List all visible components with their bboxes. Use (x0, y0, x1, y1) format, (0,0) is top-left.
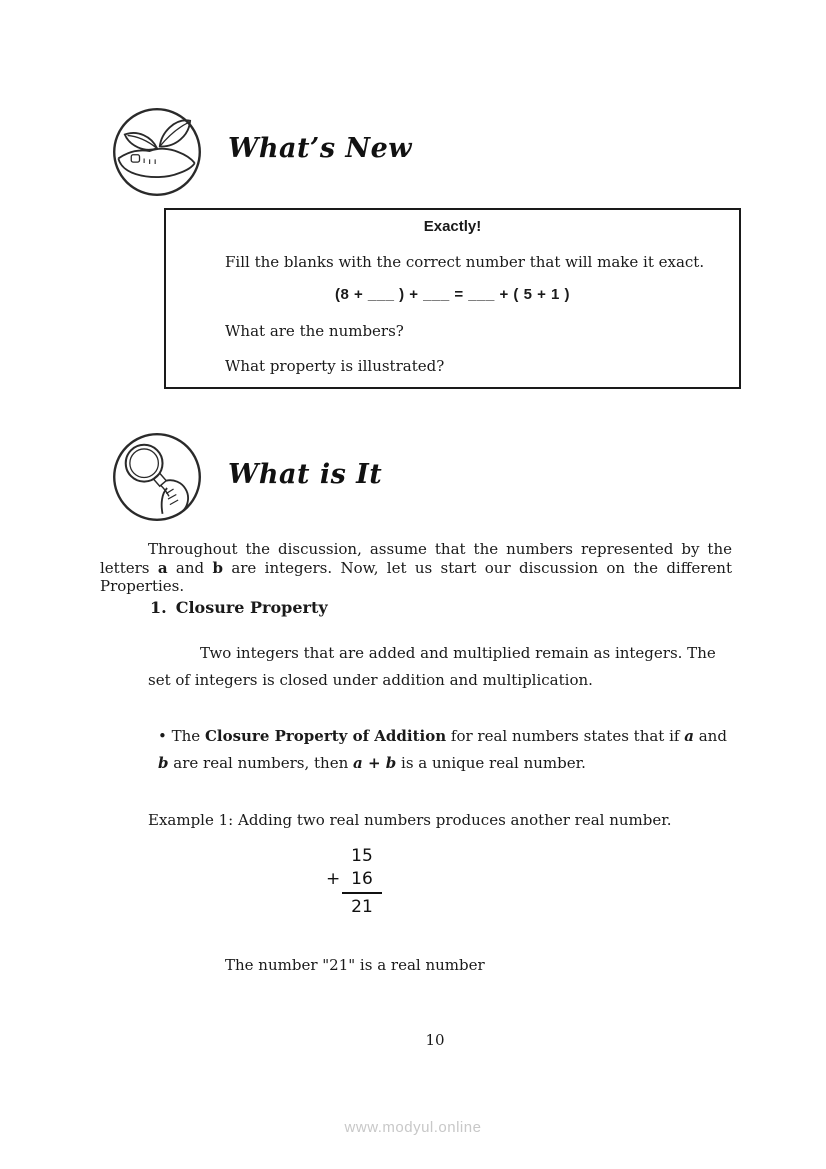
closure-addition-bullet (158, 723, 736, 777)
closure-addition-term: Closure Property of Addition (204, 727, 447, 745)
addition-row-addend-2 (326, 868, 382, 894)
section-heading-whats-new: What’s New (228, 133, 413, 164)
bullet-text-1: • The (158, 727, 205, 745)
plus-operator: + (362, 754, 386, 772)
activity-question-2: What property is illustrated? (225, 357, 445, 375)
sum: 21 (351, 897, 373, 917)
example-1-label: Example 1: Adding two real numbers produces another real number. (148, 811, 672, 829)
variable-b: b (212, 558, 223, 577)
variable-a: a (353, 754, 363, 772)
variable-b: b (385, 754, 397, 772)
bullet-text-5: is a unique real number. (396, 754, 586, 772)
section-heading-what-is-it: What is It (228, 459, 383, 490)
bullet-text-3: and (693, 727, 727, 745)
addend-1: 15 (351, 846, 373, 866)
activity-box-title: Exactly! (423, 218, 482, 235)
variable-a: a (684, 727, 694, 745)
intro-text-1: Throughout the discussion, assume that the numbers represented by the letters (100, 540, 732, 577)
variable-a: a (157, 558, 168, 577)
bullet-text-4: are real numbers, then (168, 754, 354, 772)
vertical-addition-example (326, 845, 382, 919)
hand-holding-plant-icon (111, 106, 203, 198)
activity-box (164, 208, 741, 389)
intro-paragraph (100, 540, 732, 596)
bullet-text-2: for real numbers states that if (446, 727, 685, 745)
fill-in-equation: (8 + ___ ) + ___ = ___ + ( 5 + 1 ) (334, 286, 571, 303)
example-conclusion: The number "21" is a real number (225, 956, 485, 974)
watermark: www.modyul.online (344, 1119, 482, 1136)
intro-text-2: and (167, 558, 213, 577)
addend-2: 16 (342, 868, 382, 894)
closure-property-description: Two integers that are added and multiplied remain as integers. The set of integers is closed under addition and multiplication. (148, 644, 716, 689)
closure-property-heading (150, 598, 328, 617)
plus-sign: + (326, 869, 341, 889)
variable-b: b (158, 754, 169, 772)
activity-question-1: What are the numbers? (225, 322, 404, 340)
magnifying-glass-icon (111, 431, 203, 523)
intro-text-3: are integers. Now, let us start our discussion on the different Properties. (100, 558, 732, 595)
activity-instruction: Fill the blanks with the correct number that will make it exact. (225, 253, 705, 271)
closure-property-title: Closure Property (175, 598, 328, 617)
addition-row-sum (326, 894, 382, 919)
list-number: 1. (150, 598, 167, 617)
addition-row-addend-1 (326, 845, 382, 868)
page-number: 10 (425, 1031, 445, 1049)
